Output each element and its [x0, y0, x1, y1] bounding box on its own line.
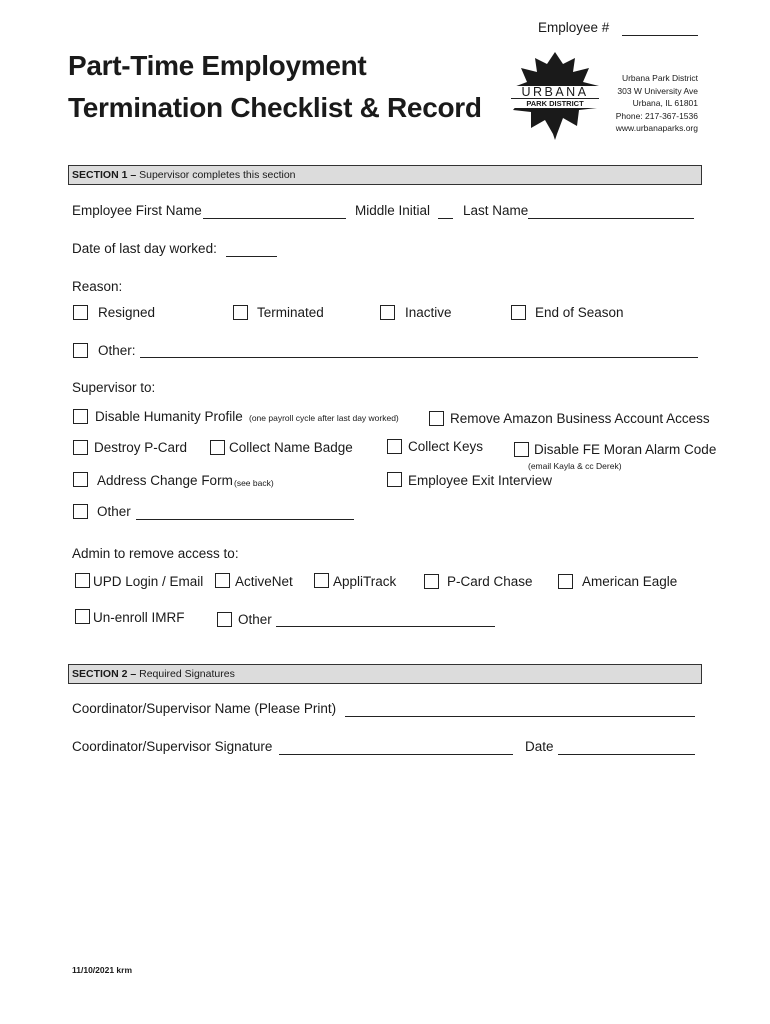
address-change-checkbox[interactable] — [73, 472, 88, 487]
pcard-chase-checkbox[interactable] — [424, 574, 439, 589]
collect-keys-label: Collect Keys — [408, 439, 484, 454]
reason-label: Reason: — [72, 279, 123, 294]
disable-alarm-label: Disable FE Moran Alarm Code — [534, 442, 717, 457]
first-name-field[interactable] — [203, 218, 346, 219]
page-title-line2: Termination Checklist & Record — [68, 92, 482, 123]
remove-amazon-label: Remove Amazon Business Account Access — [450, 411, 710, 426]
disable-humanity-checkbox[interactable] — [73, 409, 88, 424]
org-phone: Phone: 217-367-1536 — [615, 110, 698, 121]
signature-label: Coordinator/Supervisor Signature — [72, 739, 273, 754]
admin-other-checkbox[interactable] — [217, 612, 232, 627]
urbana-park-district-logo — [505, 50, 605, 140]
logo-word-bottom: PARK DISTRICT — [511, 98, 599, 108]
org-city: Urbana, IL 61801 — [632, 98, 698, 108]
reason-other-checkbox[interactable] — [73, 343, 88, 358]
applitrack-label: AppliTrack — [333, 574, 397, 589]
address-change-label: Address Change Form — [97, 473, 233, 488]
resigned-checkbox[interactable] — [73, 305, 88, 320]
unenroll-imrf-label: Un-enroll IMRF — [93, 610, 185, 625]
last-day-field[interactable] — [226, 256, 277, 257]
date-field[interactable] — [558, 754, 695, 755]
american-eagle-checkbox[interactable] — [558, 574, 573, 589]
disable-alarm-checkbox[interactable] — [514, 442, 529, 457]
admin-other-field[interactable] — [276, 626, 495, 627]
employee-number-label: Employee # — [538, 20, 610, 35]
last-day-label: Date of last day worked: — [72, 241, 217, 256]
alarm-note: (email Kayla & cc Derek) — [528, 461, 622, 471]
section-1-description: Supervisor completes this section — [136, 169, 296, 181]
org-address: 303 W University Ave — [617, 85, 698, 96]
section-2-header — [68, 664, 702, 684]
reason-other-label: Other: — [98, 343, 136, 358]
middle-initial-label: Middle Initial — [355, 203, 431, 218]
terminated-label: Terminated — [257, 305, 324, 320]
inactive-label: Inactive — [405, 305, 452, 320]
first-name-label: Employee First Name — [72, 203, 202, 218]
supervisor-other-checkbox[interactable] — [73, 504, 88, 519]
name-print-field[interactable] — [345, 716, 695, 717]
section-1-header — [68, 165, 702, 185]
inactive-checkbox[interactable] — [380, 305, 395, 320]
signature-field[interactable] — [279, 754, 513, 755]
exit-interview-label: Employee Exit Interview — [408, 473, 553, 488]
end-of-season-label: End of Season — [535, 305, 624, 320]
disable-humanity-label: Disable Humanity Profile — [95, 409, 243, 424]
last-name-label: Last Name — [463, 203, 529, 218]
upd-login-label: UPD Login / Email — [93, 574, 204, 589]
admin-other-label: Other — [238, 612, 272, 627]
activenet-checkbox[interactable] — [215, 573, 230, 588]
logo-word-top: URBANA — [521, 85, 589, 99]
last-name-field[interactable] — [528, 218, 694, 219]
org-name: Urbana Park District — [621, 73, 698, 83]
unenroll-imrf-checkbox[interactable] — [75, 609, 90, 624]
date-label: Date — [525, 739, 554, 754]
supervisor-other-label: Other — [97, 504, 131, 519]
terminated-checkbox[interactable] — [233, 305, 248, 320]
org-contact-block — [616, 72, 698, 135]
section-1-label: SECTION 1 – — [72, 169, 137, 181]
pcard-chase-label: P-Card Chase — [447, 574, 533, 589]
name-print-label: Coordinator/Supervisor Name (Please Print) — [72, 701, 337, 716]
end-of-season-checkbox[interactable] — [511, 305, 526, 320]
page-title-line1: Part-Time Employment — [68, 50, 367, 81]
collect-badge-checkbox[interactable] — [210, 440, 225, 455]
supervisor-to-label: Supervisor to: — [72, 380, 156, 395]
disable-humanity-note: (one payroll cycle after last day worked) — [249, 413, 399, 423]
admin-label: Admin to remove access to: — [72, 546, 239, 561]
collect-badge-label: Collect Name Badge — [229, 440, 353, 455]
collect-keys-checkbox[interactable] — [387, 439, 402, 454]
destroy-pcard-checkbox[interactable] — [73, 440, 88, 455]
section-2-description: Required Signatures — [136, 668, 235, 680]
org-web: www.urbanaparks.org — [615, 123, 698, 133]
upd-login-checkbox[interactable] — [75, 573, 90, 588]
revision-footer: 11/10/2021 krm — [72, 965, 133, 975]
applitrack-checkbox[interactable] — [314, 573, 329, 588]
activenet-label: ActiveNet — [235, 574, 293, 589]
section-2-label: SECTION 2 – — [72, 668, 137, 680]
american-eagle-label: American Eagle — [582, 574, 678, 589]
reason-other-field[interactable] — [140, 357, 698, 358]
destroy-pcard-label: Destroy P-Card — [94, 440, 188, 455]
exit-interview-checkbox[interactable] — [387, 472, 402, 487]
supervisor-other-field[interactable] — [136, 519, 354, 520]
remove-amazon-checkbox[interactable] — [429, 411, 444, 426]
address-change-note: (see back) — [234, 478, 274, 488]
resigned-label: Resigned — [98, 305, 156, 320]
employee-number-field[interactable] — [622, 35, 698, 36]
middle-initial-field[interactable] — [438, 218, 453, 219]
